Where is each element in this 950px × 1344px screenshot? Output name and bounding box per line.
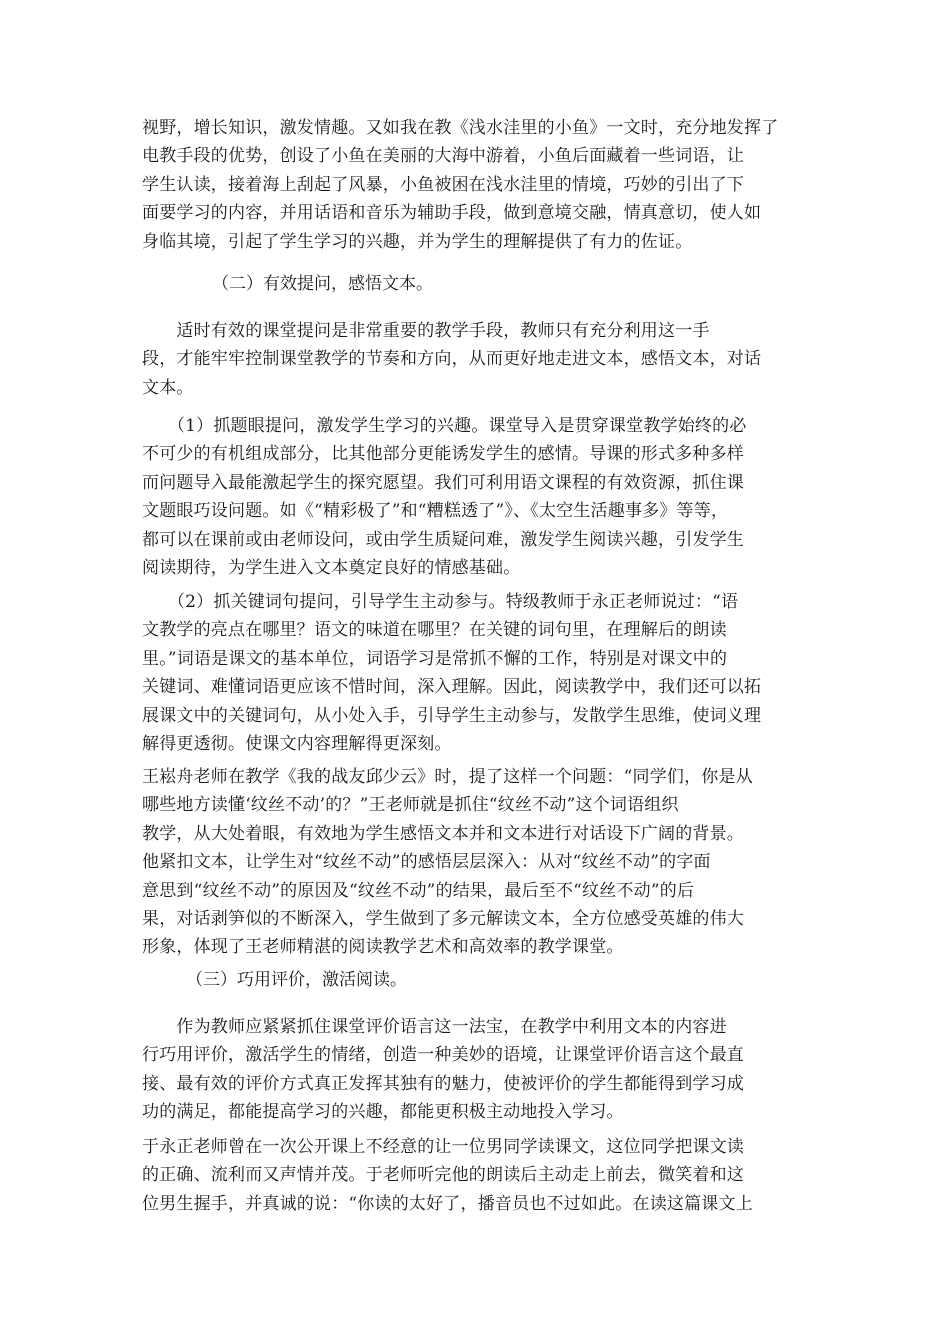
text-line: 适时有效的课堂提问是非常重要的教学手段，教师只有充分利用这一手 [142,321,710,341]
text-line: 文本。 [142,377,194,398]
paragraph-1 [142,114,810,256]
text-line: （1）抓题眼提问，激发学生学习的兴趣。课堂导入是贯穿课堂教学始终的必 [142,416,747,436]
text-line: 形象，体现了王老师精湛的阅读教学艺术和高效率的教学课堂。 [142,937,624,958]
text-line: 果，对话剥笋似的不断深入，学生做到了多元解读文本，全方位感受英雄的伟大 [142,908,744,929]
text-line: 段，才能牢牢控制课堂教学的节奏和方向，从而更好地走进文本，感悟文本，对话 [142,349,762,370]
text-line: 文题眼巧设问题。如《“精彩极了”和“糟糕透了”》、《太空生活趣事多》等等， [142,501,729,522]
text-line: 文教学的亮点在哪里？语文的味道在哪里？在关键的词句里，在理解后的朗读 [142,620,727,641]
text-line: 王崧舟老师在教学《我的战友邱少云》时，提了这样一个问题：“同学们，你是从 [142,767,753,787]
text-line: （2）抓关键词句提问，引导学生主动参与。特级教师于永正老师说过：“语 [142,592,739,612]
section-heading-2: （二）有效提问，感悟文本。 [212,274,433,294]
text-line: 接、最有效的评价方式真正发挥其独有的魅力，使被评价的学生都能得到学习成 [142,1073,744,1094]
text-line: 电教手段的优势，创设了小鱼在美丽的大海中游着，小鱼后面藏着一些词语，让 [142,146,744,167]
text-line: 里。”词语是课文的基本单位，词语学习是常抓不懈的工作，特别是对课文中的 [142,648,728,669]
text-line: 都可以在课前或由老师设问，或由学生质疑问难，激发学生阅读兴趣，引发学生 [142,529,744,550]
text-line: 位男生握手，并真诚的说：“你读的太好了，播音员也不过如此。在读这篇课文上 [142,1193,753,1214]
text-line: 关键词、难懂词语更应该不惜时间，深入理解。因此，阅读教学中，我们还可以拓 [142,677,762,698]
text-line: 学生认读，接着海上刮起了风暴，小鱼被困在浅水洼里的情境，巧妙的引出了下 [142,174,744,195]
paragraph-5 [142,763,810,962]
text-line: 哪些地方读懂‘纹丝不动’的？”王老师就是抓住“纹丝不动”这个词语组织 [142,795,679,816]
text-line: 教学，从大处着眼，有效地为学生感悟文本并和文本进行对话设下广阔的背景。 [142,823,744,844]
paragraph-3 [142,412,810,582]
text-line: 解得更透彻。使课文内容理解得更深刻。 [142,733,452,754]
paragraph-2 [142,317,810,402]
text-line: 不可少的有机组成部分，比其他部分更能诱发学生的感情。导课的形式多种多样 [142,444,744,465]
paragraph-4 [142,588,810,758]
text-line: 面要学习的内容，并用话语和音乐为辅助手段，做到意境交融，情真意切，使人如 [142,203,762,224]
paragraph-6 [142,1013,810,1127]
text-line: 行巧用评价，激活学生的情绪，创造一种美妙的语境，让课堂评价语言这个最直 [142,1045,744,1066]
text-line: 阅读期待，为学生进入文本奠定良好的情感基础。 [142,557,521,578]
text-line: 展课文中的关键词句，从小处入手，引导学生主动参与，发散学生思维，使词义理 [142,705,762,726]
text-line: 于永正老师曾在一次公开课上不经意的让一位男同学读课文，这位同学把课文读 [142,1137,744,1157]
section-heading-3: （三）巧用评价，激活阅读。 [186,970,407,990]
text-line: 视野，增长知识，激发情趣。又如我在教《浅水洼里的小鱼》一文时，充分地发挥了 [142,118,779,138]
text-line: 意思到“纹丝不动”的原因及“纹丝不动”的结果，最后至不“纹丝不动”的后 [142,880,695,901]
text-line: 身临其境，引起了学生学习的兴趣，并为学生的理解提供了有力的佐证。 [142,231,693,252]
paragraph-7 [142,1133,810,1218]
text-line: 而问题导入最能激起学生的探究愿望。我们可利用语文课程的有效资源，抓住课 [142,472,744,493]
text-line: 功的满足，都能提高学习的兴趣，都能更积极主动地投入学习。 [142,1102,624,1123]
text-line: 他紧扣文本，让学生对“纹丝不动”的感悟层层深入：从对“纹丝不动”的字面 [142,852,711,873]
text-line: 的正确、流利而又声情并茂。于老师听完他的朗读后主动走上前去，微笑着和这 [142,1165,744,1186]
text-line: 作为教师应紧紧抓住课堂评价语言这一法宝，在教学中利用文本的内容进 [142,1017,727,1037]
